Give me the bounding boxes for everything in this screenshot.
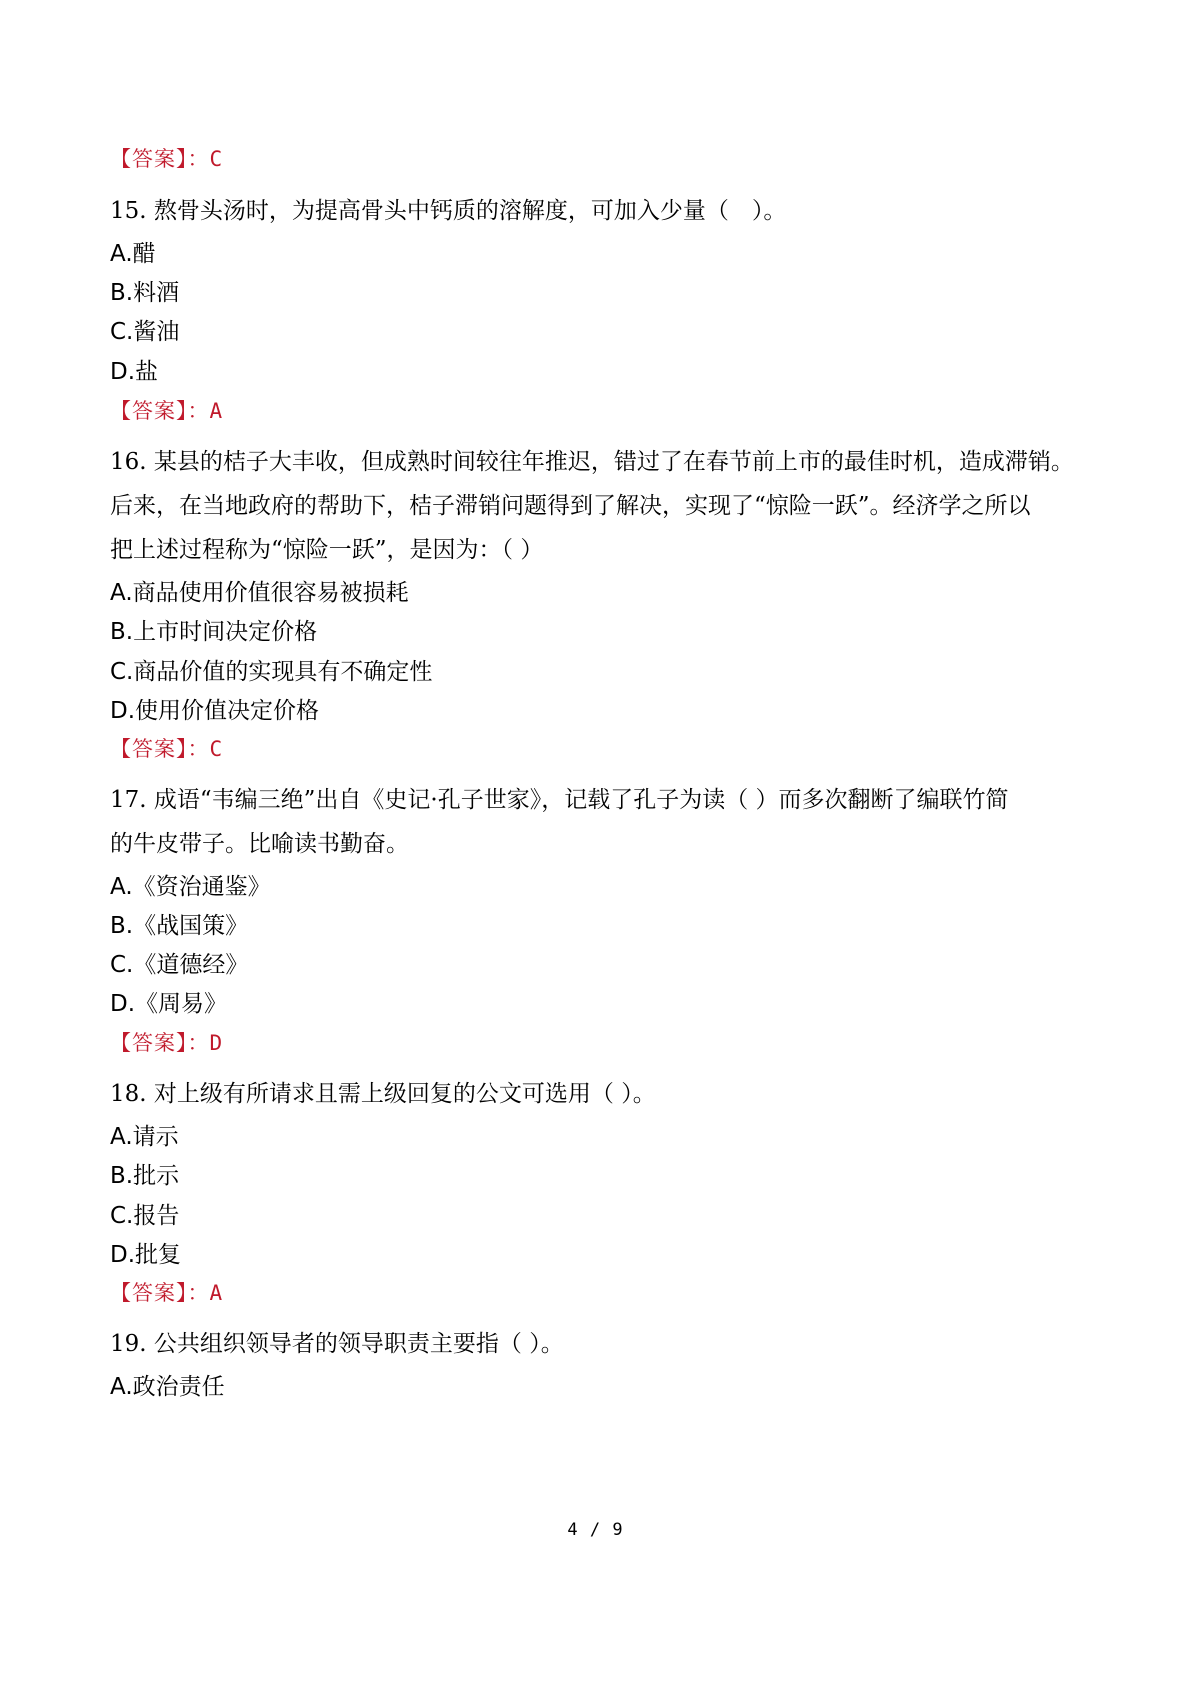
answer-15 xyxy=(110,396,223,426)
question-17-option-b: B.《战国策》 xyxy=(110,913,249,939)
question-15-stem: 15. 熬骨头汤时，为提高骨头中钙质的溶解度，可加入少量（ ）。 xyxy=(110,198,787,224)
answer-label: 【答案】： xyxy=(110,399,210,423)
question-16-option-b: B.上市时间决定价格 xyxy=(110,619,318,645)
question-17-option-d: D.《周易》 xyxy=(110,991,228,1017)
answer-14 xyxy=(110,144,223,174)
question-15-option-c: C.酱油 xyxy=(110,319,180,345)
question-16-option-a: A.商品使用价值很容易被损耗 xyxy=(110,580,409,606)
answer-label: 【答案】： xyxy=(110,147,210,171)
question-18-option-a: A.请示 xyxy=(110,1124,179,1150)
answer-18 xyxy=(110,1278,223,1308)
question-18-stem: 18. 对上级有所请求且需上级回复的公文可选用（ ）。 xyxy=(110,1081,656,1107)
answer-label: 【答案】： xyxy=(110,737,210,761)
answer-16 xyxy=(110,734,223,764)
question-15-option-a: A.醋 xyxy=(110,241,156,267)
answer-value: D xyxy=(209,1031,224,1055)
question-16-stem-line-3: 把上述过程称为“惊险一跃”，是因为：（ ） xyxy=(110,537,544,563)
question-18-option-d: D.批复 xyxy=(110,1242,182,1268)
answer-17 xyxy=(110,1028,223,1058)
question-15-option-b: B.料酒 xyxy=(110,280,180,306)
page-number: 4 / 9 xyxy=(567,1520,624,1540)
question-16-option-c: C.商品价值的实现具有不确定性 xyxy=(110,659,433,685)
answer-value: C xyxy=(209,737,224,761)
question-16-stem-line-1: 16. 某县的桔子大丰收，但成熟时间较往年推迟，错过了在春节前上市的最佳时机，造成滞销。 xyxy=(110,449,1074,475)
question-15-option-d: D.盐 xyxy=(110,359,159,385)
answer-value: C xyxy=(209,147,224,171)
question-18-option-b: B.批示 xyxy=(110,1163,180,1189)
question-19-option-a: A.政治责任 xyxy=(110,1374,225,1400)
question-18-option-c: C.报告 xyxy=(110,1203,180,1229)
question-16-option-d: D.使用价值决定价格 xyxy=(110,698,320,724)
question-16-stem-line-2: 后来，在当地政府的帮助下，桔子滞销问题得到了解决，实现了“惊险一跃”。经济学之所以 xyxy=(110,493,1031,519)
answer-label: 【答案】： xyxy=(110,1281,210,1305)
answer-value: A xyxy=(209,1281,224,1305)
question-19-stem: 19. 公共组织领导者的领导职责主要指（ ）。 xyxy=(110,1331,564,1357)
answer-value: A xyxy=(209,399,224,423)
answer-label: 【答案】： xyxy=(110,1031,210,1055)
question-17-option-c: C.《道德经》 xyxy=(110,952,249,978)
question-17-stem-line-2: 的牛皮带子。比喻读书勤奋。 xyxy=(110,831,409,857)
question-17-option-a: A.《资治通鉴》 xyxy=(110,874,271,900)
question-17-stem-line-1: 17. 成语“韦编三绝”出自《史记·孔子世家》，记载了孔子为读（ ）而多次翻断了编联竹简 xyxy=(110,787,1009,813)
